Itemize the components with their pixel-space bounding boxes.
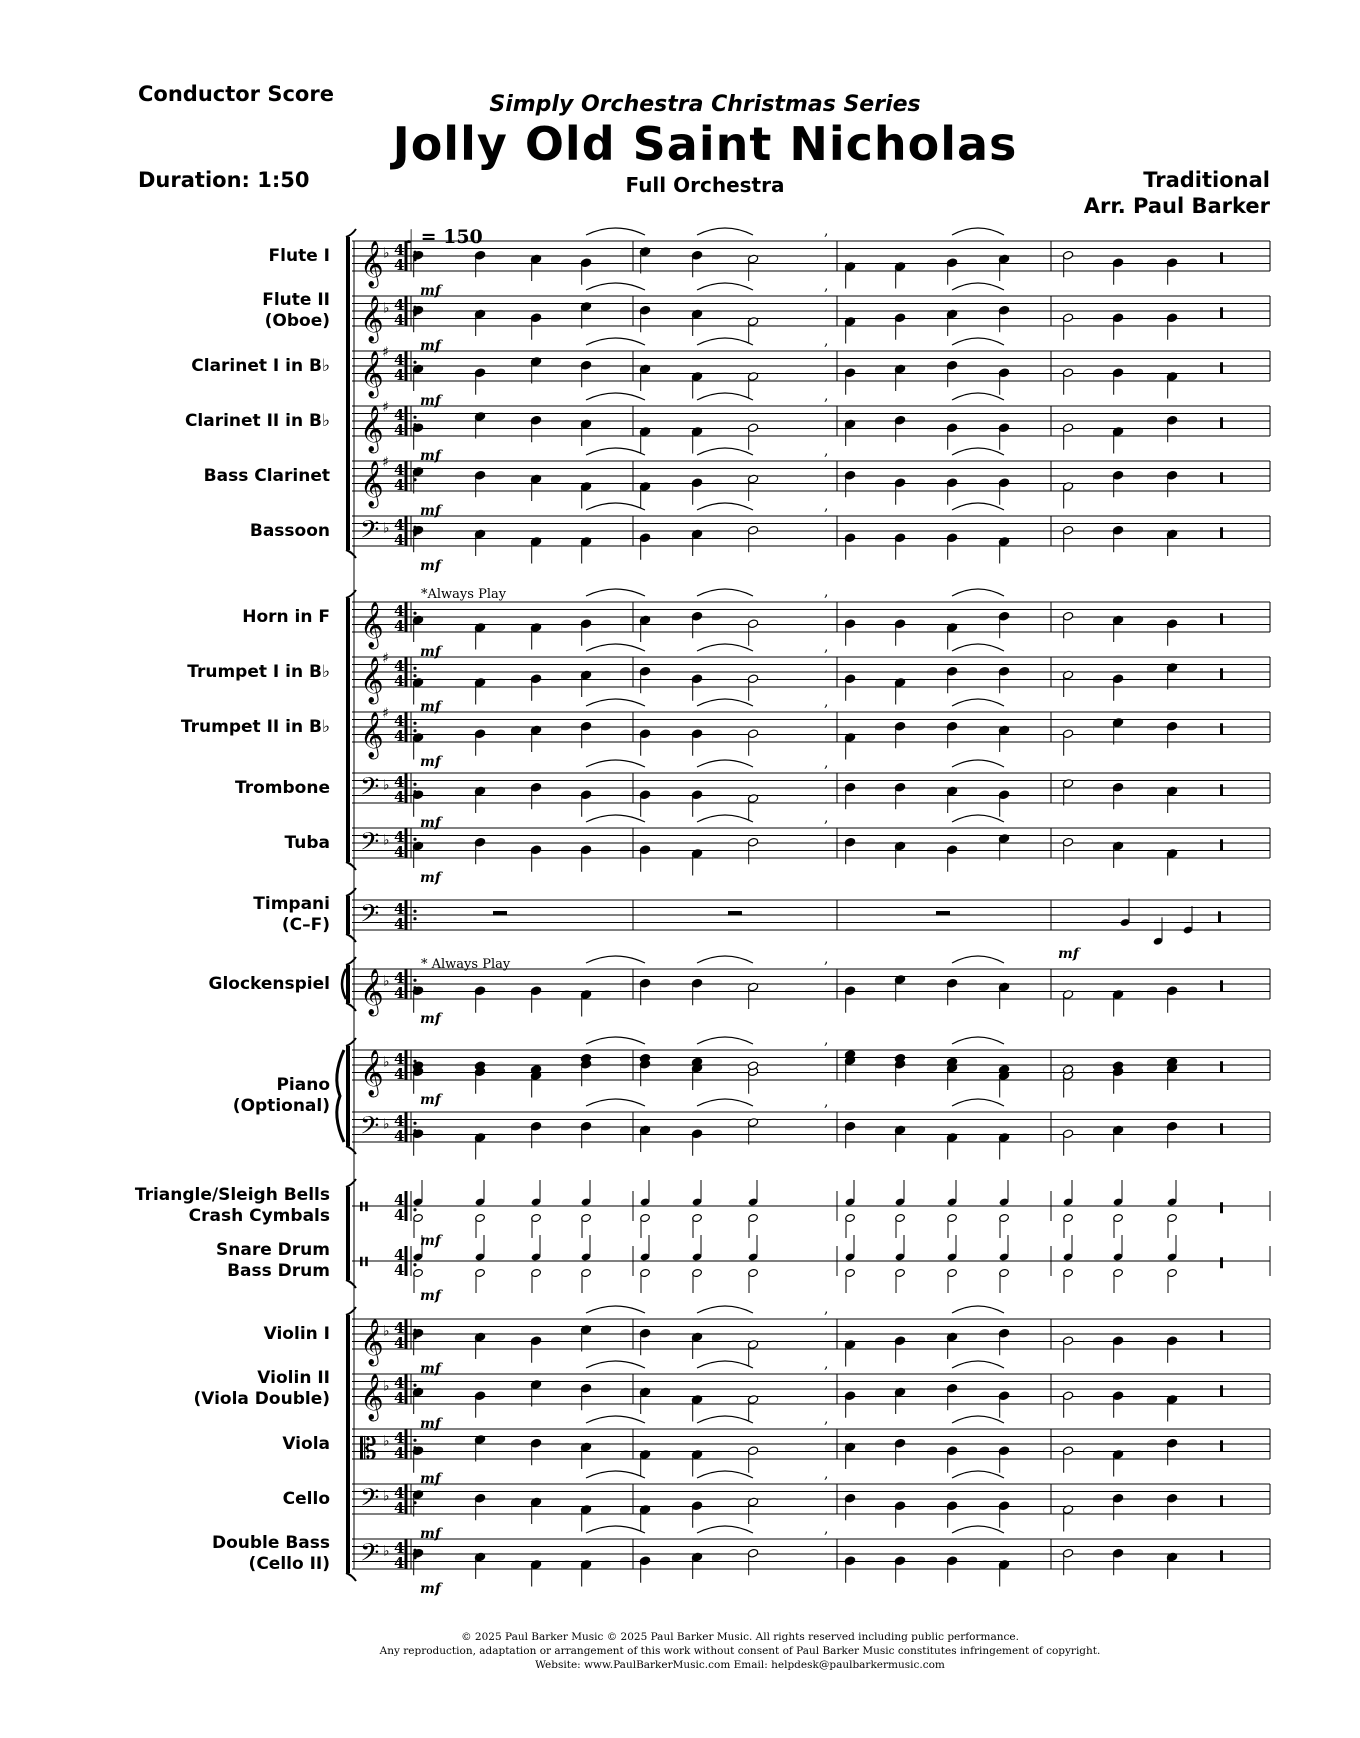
instrument-label-line: (Oboe) bbox=[264, 311, 330, 331]
instrument-label-line: Double Bass bbox=[211, 1533, 330, 1553]
clef-glyph: 𝄥 bbox=[360, 1247, 368, 1278]
breath-mark: , bbox=[824, 498, 829, 514]
quarter-rest bbox=[1220, 613, 1223, 624]
slur bbox=[586, 1099, 645, 1106]
breath-mark: , bbox=[824, 1301, 829, 1317]
time-signature: 4 bbox=[394, 296, 405, 314]
slur bbox=[952, 393, 1004, 400]
dynamic-marking: mf bbox=[420, 1361, 441, 1377]
quarter-rest bbox=[1220, 1257, 1223, 1268]
clef-glyph: 𝄞 bbox=[360, 241, 384, 287]
whole-rest bbox=[728, 911, 742, 915]
footer-infringement-line: Any reproduction, adaptation or arrangement of this work without consent of Paul Barker Music constitutes infringement of copyright. bbox=[379, 1645, 1101, 1657]
time-signature: 4 bbox=[394, 727, 405, 745]
breath-mark: , bbox=[824, 443, 829, 459]
instrument-label-line: Glockenspiel bbox=[208, 974, 330, 994]
quarter-rest bbox=[1220, 784, 1223, 795]
slur bbox=[586, 1306, 645, 1313]
slur bbox=[697, 815, 753, 822]
instrument-label-line: Trumpet I in B♭ bbox=[187, 662, 330, 682]
clef-glyph: 𝄢 bbox=[360, 1111, 380, 1147]
clef-glyph: 𝄢 bbox=[360, 515, 380, 551]
time-signature: 4 bbox=[394, 1050, 405, 1068]
instrument-label-line: Violin II bbox=[257, 1368, 330, 1388]
clef-glyph: 𝄢 bbox=[360, 1538, 380, 1574]
dynamic-marking: mf bbox=[1058, 946, 1079, 962]
time-signature: 4 bbox=[394, 969, 405, 987]
bracket-hook bbox=[346, 229, 356, 237]
quarter-rest bbox=[1220, 723, 1223, 734]
clef-glyph: 𝄞 bbox=[360, 461, 384, 507]
time-signature: 4 bbox=[394, 461, 405, 479]
slur bbox=[697, 448, 753, 455]
dynamic-marking: mf bbox=[420, 1011, 441, 1027]
breath-mark: , bbox=[824, 639, 829, 655]
slur bbox=[952, 644, 1004, 651]
time-signature: 4 bbox=[394, 1539, 405, 1557]
quarter-rest bbox=[1220, 362, 1223, 373]
instrument-label-line: Violin I bbox=[263, 1324, 330, 1344]
clef-glyph: 𝄥 bbox=[360, 1192, 368, 1223]
instrument-label-line: Piano bbox=[276, 1075, 330, 1095]
sharp-sign: ♯ bbox=[382, 399, 389, 416]
slur bbox=[586, 815, 645, 822]
breath-mark: , bbox=[824, 810, 829, 826]
quarter-rest bbox=[1220, 980, 1223, 991]
time-signature: 4 bbox=[394, 516, 405, 534]
conductor-score-label: Conductor Score bbox=[138, 82, 334, 106]
breath-mark: , bbox=[824, 223, 829, 239]
quarter-rest bbox=[1220, 839, 1223, 850]
instrument-label-line: (Optional) bbox=[232, 1096, 330, 1116]
slur bbox=[586, 338, 645, 345]
clef-glyph: 𝄞 bbox=[360, 351, 384, 397]
composer: Traditional bbox=[1143, 168, 1270, 192]
clef-glyph: 𝄞 bbox=[360, 406, 384, 452]
repeat-dot bbox=[413, 1384, 416, 1387]
slur bbox=[697, 1361, 753, 1368]
dynamic-marking: mf bbox=[420, 1092, 441, 1108]
breath-mark: , bbox=[824, 1411, 829, 1427]
slur bbox=[952, 815, 1004, 822]
clef-glyph: 𝄢 bbox=[360, 827, 380, 863]
breath-mark: , bbox=[824, 333, 829, 349]
slur bbox=[586, 644, 645, 651]
dynamic-marking: mf bbox=[420, 448, 441, 464]
time-signature: 4 bbox=[394, 1127, 405, 1145]
flat-sign: ♭ bbox=[383, 1378, 390, 1395]
quarter-rest bbox=[1220, 1123, 1223, 1134]
breath-mark: , bbox=[824, 1466, 829, 1482]
repeat-dot bbox=[413, 910, 416, 913]
sharp-sign: ♯ bbox=[382, 705, 389, 722]
glock-brace bbox=[342, 969, 346, 999]
dynamic-marking: mf bbox=[420, 283, 441, 299]
time-signature: 4 bbox=[394, 1206, 405, 1224]
time-signature: 4 bbox=[394, 351, 405, 369]
slur bbox=[586, 503, 645, 510]
quarter-rest bbox=[1220, 1330, 1223, 1341]
slur bbox=[586, 448, 645, 455]
slur bbox=[586, 699, 645, 706]
time-signature: 4 bbox=[394, 788, 405, 806]
quarter-rest bbox=[1220, 1440, 1223, 1451]
dynamic-marking: mf bbox=[420, 1526, 441, 1542]
time-signature: 4 bbox=[394, 1261, 405, 1279]
sharp-sign: ♯ bbox=[382, 344, 389, 361]
instrument-label-line: Triangle/Sleigh Bells bbox=[134, 1185, 330, 1205]
whole-rest bbox=[936, 911, 950, 915]
slur bbox=[586, 283, 645, 290]
time-signature: 4 bbox=[394, 366, 405, 384]
dynamic-marking: mf bbox=[420, 815, 441, 831]
slur bbox=[697, 699, 753, 706]
slur bbox=[952, 1306, 1004, 1313]
time-signature: 4 bbox=[394, 617, 405, 635]
dynamic-marking: mf bbox=[420, 1233, 441, 1249]
flat-sign: ♭ bbox=[383, 832, 390, 849]
slur bbox=[697, 1037, 753, 1044]
quarter-rest bbox=[1220, 417, 1223, 428]
horn-performance-note: *Always Play bbox=[421, 587, 507, 602]
flat-sign: ♭ bbox=[383, 1433, 390, 1450]
clef-glyph: 𝄞 bbox=[360, 602, 384, 648]
instrument-label-line: Horn in F bbox=[242, 607, 330, 627]
instrument-label-line: Flute II bbox=[262, 290, 330, 310]
dynamic-marking: mf bbox=[420, 558, 441, 574]
instrument-label-line: Flute I bbox=[268, 246, 330, 266]
slur bbox=[952, 1471, 1004, 1478]
slur bbox=[586, 1361, 645, 1368]
slur bbox=[697, 644, 753, 651]
clef-glyph: 𝄞 bbox=[360, 657, 384, 703]
dynamic-marking: mf bbox=[420, 338, 441, 354]
clef-glyph: 𝄞 bbox=[360, 1319, 384, 1365]
time-signature: 4 bbox=[394, 1319, 405, 1337]
breath-mark: , bbox=[824, 278, 829, 294]
slur bbox=[697, 1471, 753, 1478]
quarter-rest bbox=[1220, 252, 1223, 263]
breath-mark: , bbox=[824, 1356, 829, 1372]
time-signature: 4 bbox=[394, 828, 405, 846]
instrument-label-line: Timpani bbox=[253, 894, 330, 914]
repeat-dot bbox=[413, 416, 416, 419]
repeat-dot bbox=[413, 1122, 416, 1125]
breath-mark: , bbox=[824, 1032, 829, 1048]
slur bbox=[952, 760, 1004, 767]
slur bbox=[697, 1416, 753, 1423]
slur bbox=[697, 338, 753, 345]
slur bbox=[697, 393, 753, 400]
slur bbox=[952, 448, 1004, 455]
slur bbox=[697, 1526, 753, 1533]
time-signature: 4 bbox=[394, 406, 405, 424]
dynamic-marking: mf bbox=[420, 644, 441, 660]
time-signature: 4 bbox=[394, 1484, 405, 1502]
whole-rest bbox=[493, 911, 507, 915]
slur bbox=[952, 283, 1004, 290]
slur bbox=[697, 228, 753, 235]
time-signature: 4 bbox=[394, 256, 405, 274]
dynamic-marking: mf bbox=[420, 870, 441, 886]
quarter-rest bbox=[1220, 1550, 1223, 1561]
footer-copyright-line: © 2025 Paul Barker Music © 2025 Paul Barker Music. All rights reserved including public performance. bbox=[461, 1631, 1019, 1643]
slur bbox=[586, 589, 645, 596]
series-title: Simply Orchestra Christmas Series bbox=[489, 92, 921, 117]
repeat-dot bbox=[413, 979, 416, 982]
dynamic-marking: mf bbox=[420, 754, 441, 770]
dynamic-marking: mf bbox=[420, 1288, 441, 1304]
quarter-rest bbox=[1218, 911, 1221, 922]
clef-glyph: 𝄞 bbox=[360, 1374, 384, 1420]
time-signature: 4 bbox=[394, 1065, 405, 1083]
slur bbox=[586, 760, 645, 767]
arranger: Arr. Paul Barker bbox=[1083, 194, 1270, 218]
flat-sign: ♭ bbox=[383, 245, 390, 262]
slur bbox=[697, 283, 753, 290]
instrument-label-line: (Viola Double) bbox=[193, 1389, 330, 1409]
instrument-label-line: Trumpet II in B♭ bbox=[180, 717, 330, 737]
flat-sign: ♭ bbox=[383, 520, 390, 537]
breath-mark: , bbox=[824, 388, 829, 404]
time-signature: 4 bbox=[394, 672, 405, 690]
repeat-dot bbox=[413, 361, 416, 364]
time-signature: 4 bbox=[394, 1246, 405, 1264]
slur bbox=[586, 956, 645, 963]
instrument-label-line: Tuba bbox=[284, 833, 330, 853]
slur bbox=[697, 956, 753, 963]
instrument-label-line: Clarinet I in B♭ bbox=[191, 356, 330, 376]
time-signature: 4 bbox=[394, 241, 405, 259]
copyright-footer bbox=[0, 1630, 1360, 1672]
repeat-dot bbox=[413, 1439, 416, 1442]
slur bbox=[586, 228, 645, 235]
time-signature: 4 bbox=[394, 773, 405, 791]
quarter-rest bbox=[1220, 1495, 1223, 1506]
slur bbox=[586, 1037, 645, 1044]
piano-brace bbox=[337, 1050, 344, 1142]
instrument-label-line: Bass Clarinet bbox=[203, 466, 330, 486]
time-signature: 4 bbox=[394, 1112, 405, 1130]
instrument-label-line: Cello bbox=[282, 1489, 330, 1509]
time-signature: 4 bbox=[394, 1389, 405, 1407]
instrument-label-line: Clarinet II in B♭ bbox=[184, 411, 330, 431]
flat-sign: ♭ bbox=[383, 1116, 390, 1133]
slur bbox=[697, 503, 753, 510]
repeat-dot bbox=[413, 667, 416, 670]
dynamic-marking: mf bbox=[420, 503, 441, 519]
flat-sign: ♭ bbox=[383, 1054, 390, 1071]
tempo-marking: ♩ = 150 bbox=[405, 226, 483, 248]
slur bbox=[952, 1361, 1004, 1368]
clef-glyph: 𝄞 bbox=[360, 712, 384, 758]
repeat-dot bbox=[413, 729, 416, 732]
slur bbox=[586, 1416, 645, 1423]
clef-glyph: 𝄢 bbox=[360, 772, 380, 808]
instrument-label-line: (C–F) bbox=[281, 915, 330, 935]
repeat-dot bbox=[413, 917, 416, 920]
slur bbox=[952, 338, 1004, 345]
slur bbox=[952, 1037, 1004, 1044]
dynamic-marking: mf bbox=[420, 1416, 441, 1432]
flat-sign: ♭ bbox=[383, 1488, 390, 1505]
breath-mark: , bbox=[824, 951, 829, 967]
clef-glyph: 𝄢 bbox=[360, 899, 380, 935]
quarter-rest bbox=[1220, 307, 1223, 318]
repeat-dot bbox=[413, 722, 416, 725]
time-signature: 4 bbox=[394, 602, 405, 620]
time-signature: 4 bbox=[394, 712, 405, 730]
time-signature: 4 bbox=[394, 915, 405, 933]
sharp-sign: ♯ bbox=[382, 650, 389, 667]
slur bbox=[952, 1526, 1004, 1533]
piece-title: Jolly Old Saint Nicholas bbox=[392, 117, 1018, 171]
flat-sign: ♭ bbox=[383, 300, 390, 317]
clef-glyph: 𝄡 bbox=[360, 1432, 377, 1467]
time-signature: 4 bbox=[394, 843, 405, 861]
time-signature: 4 bbox=[394, 657, 405, 675]
quarter-rest bbox=[1220, 472, 1223, 483]
time-signature: 4 bbox=[394, 1499, 405, 1517]
time-signature: 4 bbox=[394, 1554, 405, 1572]
time-signature: 4 bbox=[394, 311, 405, 329]
instrument-label-line: Viola bbox=[282, 1434, 330, 1454]
slur bbox=[586, 1471, 645, 1478]
dynamic-marking: mf bbox=[420, 699, 441, 715]
time-signature: 4 bbox=[394, 531, 405, 549]
slur bbox=[952, 956, 1004, 963]
time-signature: 4 bbox=[394, 1191, 405, 1209]
quarter-rest bbox=[1220, 1202, 1223, 1213]
repeat-dot bbox=[413, 1208, 416, 1211]
time-signature: 4 bbox=[394, 1444, 405, 1462]
repeat-dot bbox=[413, 838, 416, 841]
time-signature: 4 bbox=[394, 1334, 405, 1352]
bracket-hook bbox=[346, 1573, 356, 1581]
clef-glyph: 𝄞 bbox=[360, 1050, 384, 1096]
ensemble-subtitle: Full Orchestra bbox=[625, 173, 785, 197]
time-signature: 4 bbox=[394, 1429, 405, 1447]
dynamic-marking: mf bbox=[420, 1581, 441, 1597]
dynamic-marking: mf bbox=[420, 393, 441, 409]
footer-contact-line: Website: www.PaulBarkerMusic.com Email: helpdesk@paulbarkermusic.com bbox=[535, 1659, 945, 1671]
glockenspiel-performance-note: * Always Play bbox=[421, 957, 511, 972]
dynamic-marking: mf bbox=[420, 1471, 441, 1487]
repeat-dot bbox=[413, 1263, 416, 1266]
slur bbox=[952, 1099, 1004, 1106]
instrument-label-line: (Cello II) bbox=[248, 1554, 330, 1574]
time-signature: 4 bbox=[394, 476, 405, 494]
repeat-dot bbox=[413, 612, 416, 615]
duration-label: Duration: 1:50 bbox=[138, 168, 310, 192]
repeat-dot bbox=[413, 783, 416, 786]
time-signature: 4 bbox=[394, 421, 405, 439]
slur bbox=[697, 589, 753, 596]
quarter-rest bbox=[1220, 1385, 1223, 1396]
instrument-label-line: Bass Drum bbox=[227, 1261, 330, 1281]
instrument-label-line: Crash Cymbals bbox=[188, 1206, 330, 1226]
breath-mark: , bbox=[824, 755, 829, 771]
slur bbox=[952, 228, 1004, 235]
breath-mark: , bbox=[824, 1094, 829, 1110]
slur bbox=[952, 503, 1004, 510]
slur bbox=[697, 1306, 753, 1313]
quarter-rest bbox=[1220, 668, 1223, 679]
breath-mark: , bbox=[824, 584, 829, 600]
flat-sign: ♭ bbox=[383, 1543, 390, 1560]
repeat-dot bbox=[413, 674, 416, 677]
instrument-label-line: Bassoon bbox=[249, 521, 330, 541]
slur bbox=[586, 1526, 645, 1533]
slur bbox=[952, 589, 1004, 596]
slur bbox=[952, 699, 1004, 706]
slur bbox=[952, 1416, 1004, 1423]
instrument-label-line: Trombone bbox=[235, 778, 330, 798]
flat-sign: ♭ bbox=[383, 973, 390, 990]
quarter-rest bbox=[1220, 1061, 1223, 1072]
flat-sign: ♭ bbox=[383, 1323, 390, 1340]
slur bbox=[586, 393, 645, 400]
clef-glyph: 𝄞 bbox=[360, 296, 384, 342]
time-signature: 4 bbox=[394, 900, 405, 918]
slur bbox=[697, 760, 753, 767]
slur bbox=[697, 1099, 753, 1106]
time-signature: 4 bbox=[394, 1374, 405, 1392]
sharp-sign: ♯ bbox=[382, 454, 389, 471]
quarter-rest bbox=[1220, 527, 1223, 538]
time-signature: 4 bbox=[394, 984, 405, 1002]
flat-sign: ♭ bbox=[383, 777, 390, 794]
clef-glyph: 𝄢 bbox=[360, 1483, 380, 1519]
breath-mark: , bbox=[824, 1521, 829, 1537]
instrument-label-line: Snare Drum bbox=[216, 1240, 330, 1260]
clef-glyph: 𝄞 bbox=[360, 969, 384, 1015]
breath-mark: , bbox=[824, 694, 829, 710]
